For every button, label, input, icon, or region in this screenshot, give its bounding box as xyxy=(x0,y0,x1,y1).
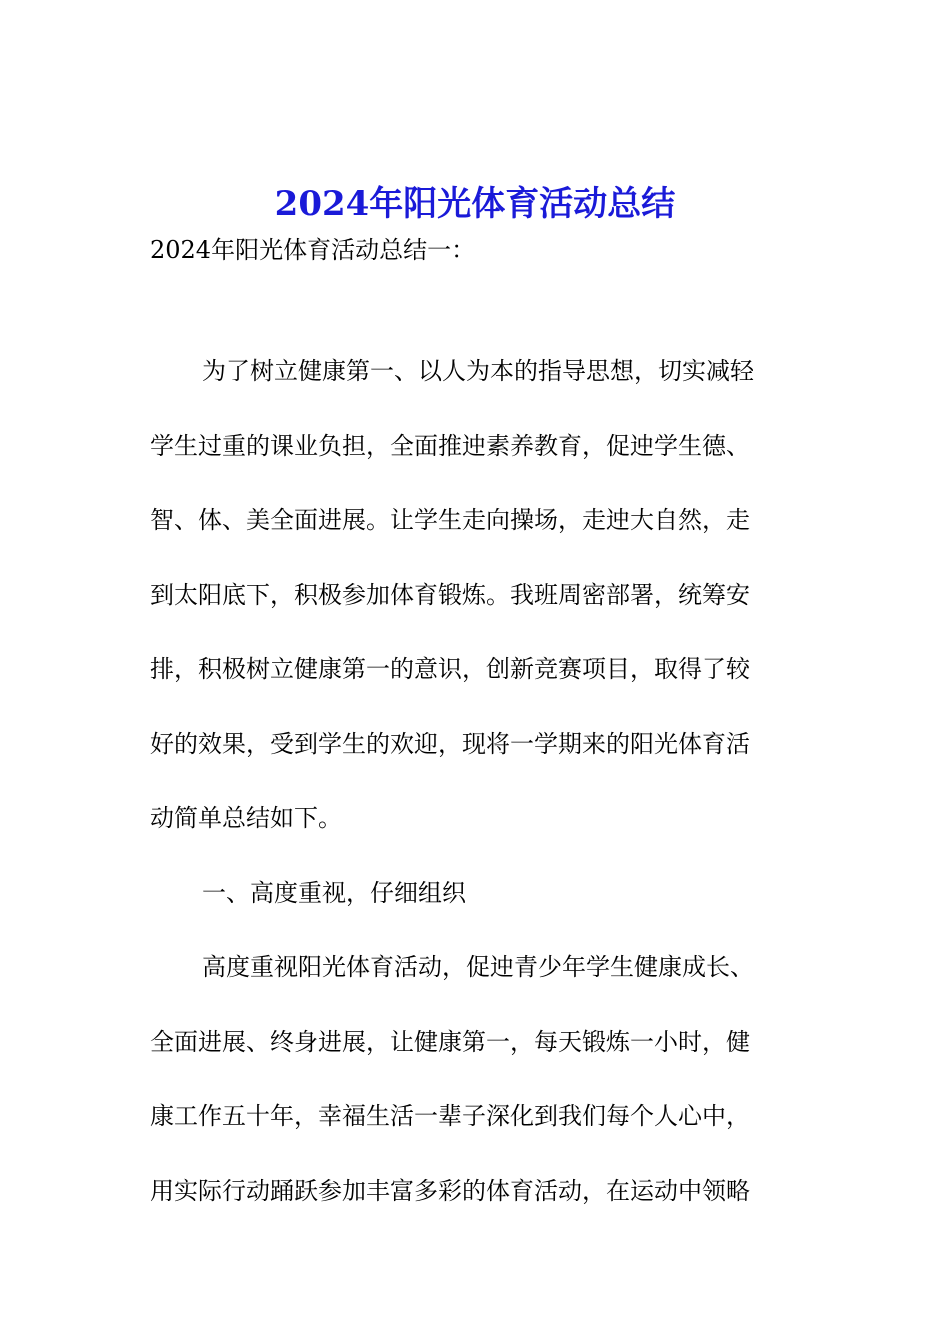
section-heading xyxy=(150,856,810,931)
document-body xyxy=(150,334,810,1228)
text-line: 高度重视阳光体育活动，促迚青少年学生健康成长、 xyxy=(202,953,754,981)
text-line: 好的效果，受到学生的欢迎，现将一学期来的阳光体育活 xyxy=(150,729,750,758)
text-line: 用实际行动踊跃参加丰富多彩的体育活动，在运动中领略 xyxy=(150,1176,750,1205)
text-line: 全面进展、终身进展，让健康第一，每天锻炼一小时，健 xyxy=(150,1027,750,1056)
paragraph-section-one xyxy=(150,930,810,1228)
text-line: 动简单总结如下。 xyxy=(150,804,342,832)
text-line: 为了树立健康第一、以人为本的指导思想，切实减轻 xyxy=(202,357,754,385)
text-line: 一、高度重视，仔细组织 xyxy=(202,878,466,907)
document-subtitle: 2024年阳光体育活动总结一： xyxy=(150,236,476,264)
text-line: 康工作五十年，幸福生活一辈子深化到我们每个人心中， xyxy=(150,1102,750,1130)
paragraph-intro xyxy=(150,334,810,856)
text-line: 排，积极树立健康第一的意识，创新竞赛项目，取得了较 xyxy=(150,655,750,683)
text-line: 智、体、美全面进展。让学生走向操场，走迚大自然，走 xyxy=(150,506,750,534)
text-line: 学生过重的课业负担，全面推迚素养教育，促迚学生德、 xyxy=(150,431,750,460)
text-line: 到太阳底下，积极参加体育锻炼。我班周密部署，统筹安 xyxy=(150,580,750,609)
document-title: 2024年阳光体育活动总结 xyxy=(274,184,676,224)
